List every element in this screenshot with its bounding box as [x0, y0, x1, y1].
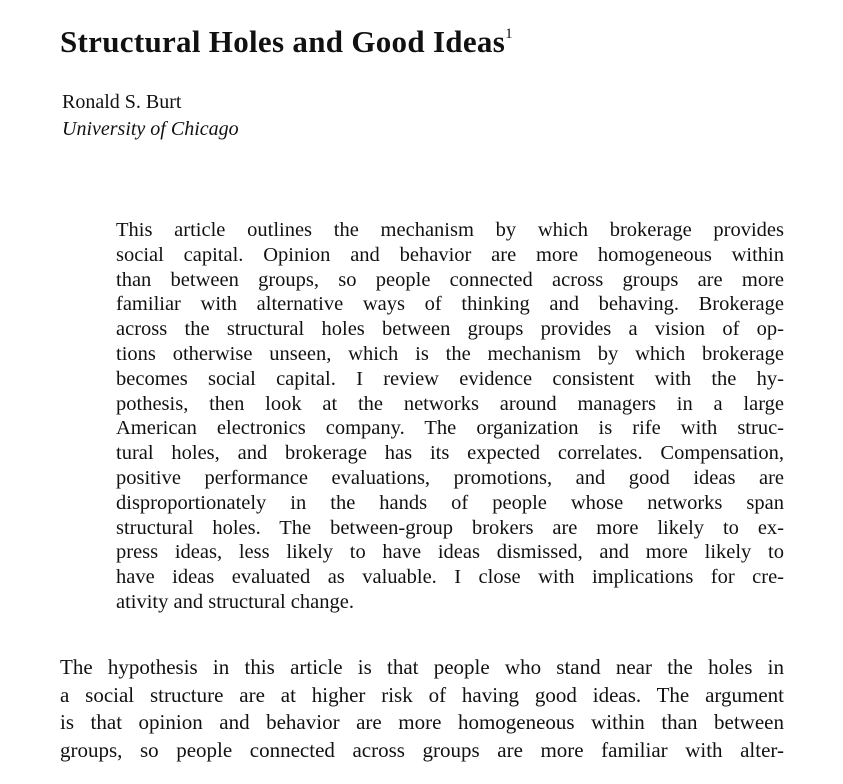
abstract-line: disproportionately in the hands of people whose networks span [116, 491, 784, 514]
abstract-line: social capital. Opinion and behavior are more homogeneous within [116, 243, 784, 266]
paper-title [60, 24, 513, 60]
abstract-line: across the structural holes between groups provides a vision of op- [116, 318, 784, 341]
abstract-line: have ideas evaluated as valuable. I close with implications for cre- [116, 566, 784, 589]
abstract-line: familiar with alternative ways of thinking and behaving. Brokerage [116, 293, 784, 316]
abstract-line: positive performance evaluations, promotions, and good ideas are [116, 466, 784, 489]
abstract-line: becomes social capital. I review evidence consistent with the hy- [116, 367, 784, 390]
abstract-line: than between groups, so people connected across groups are more [116, 268, 784, 291]
abstract-line: ativity and structural change. [116, 590, 354, 613]
abstract-line: structural holes. The between-group brokers are more likely to ex- [116, 516, 784, 539]
author-name: Ronald S. Burt [62, 91, 182, 113]
abstract-line: American electronics company. The organization is rife with struc- [116, 417, 784, 440]
body-paragraph [60, 654, 784, 764]
body-line: groups, so people connected across groups are more familiar with alter- [60, 737, 784, 762]
abstract-line: tural holes, and brokerage has its expected correlates. Compensation, [116, 442, 784, 465]
body-line: The hypothesis in this article is that people who stand near the holes in [60, 655, 784, 679]
title-footnote-marker: 1 [505, 25, 513, 42]
abstract [116, 218, 784, 615]
abstract-line: pothesis, then look at the networks around managers in a large [116, 392, 784, 415]
body-line: is that opinion and behavior are more homogeneous within than between [60, 710, 784, 734]
paper-title-text: Structural Holes and Good Ideas [60, 24, 506, 59]
body-line: a social structure are at higher risk of having good ideas. The argument [60, 682, 784, 707]
abstract-line: tions otherwise unseen, which is the mechanism by which brokerage [116, 342, 784, 365]
abstract-line: This article outlines the mechanism by which brokerage provides [116, 219, 784, 241]
author-affiliation: University of Chicago [62, 118, 239, 140]
abstract-line: press ideas, less likely to have ideas dismissed, and more likely to [116, 541, 784, 564]
